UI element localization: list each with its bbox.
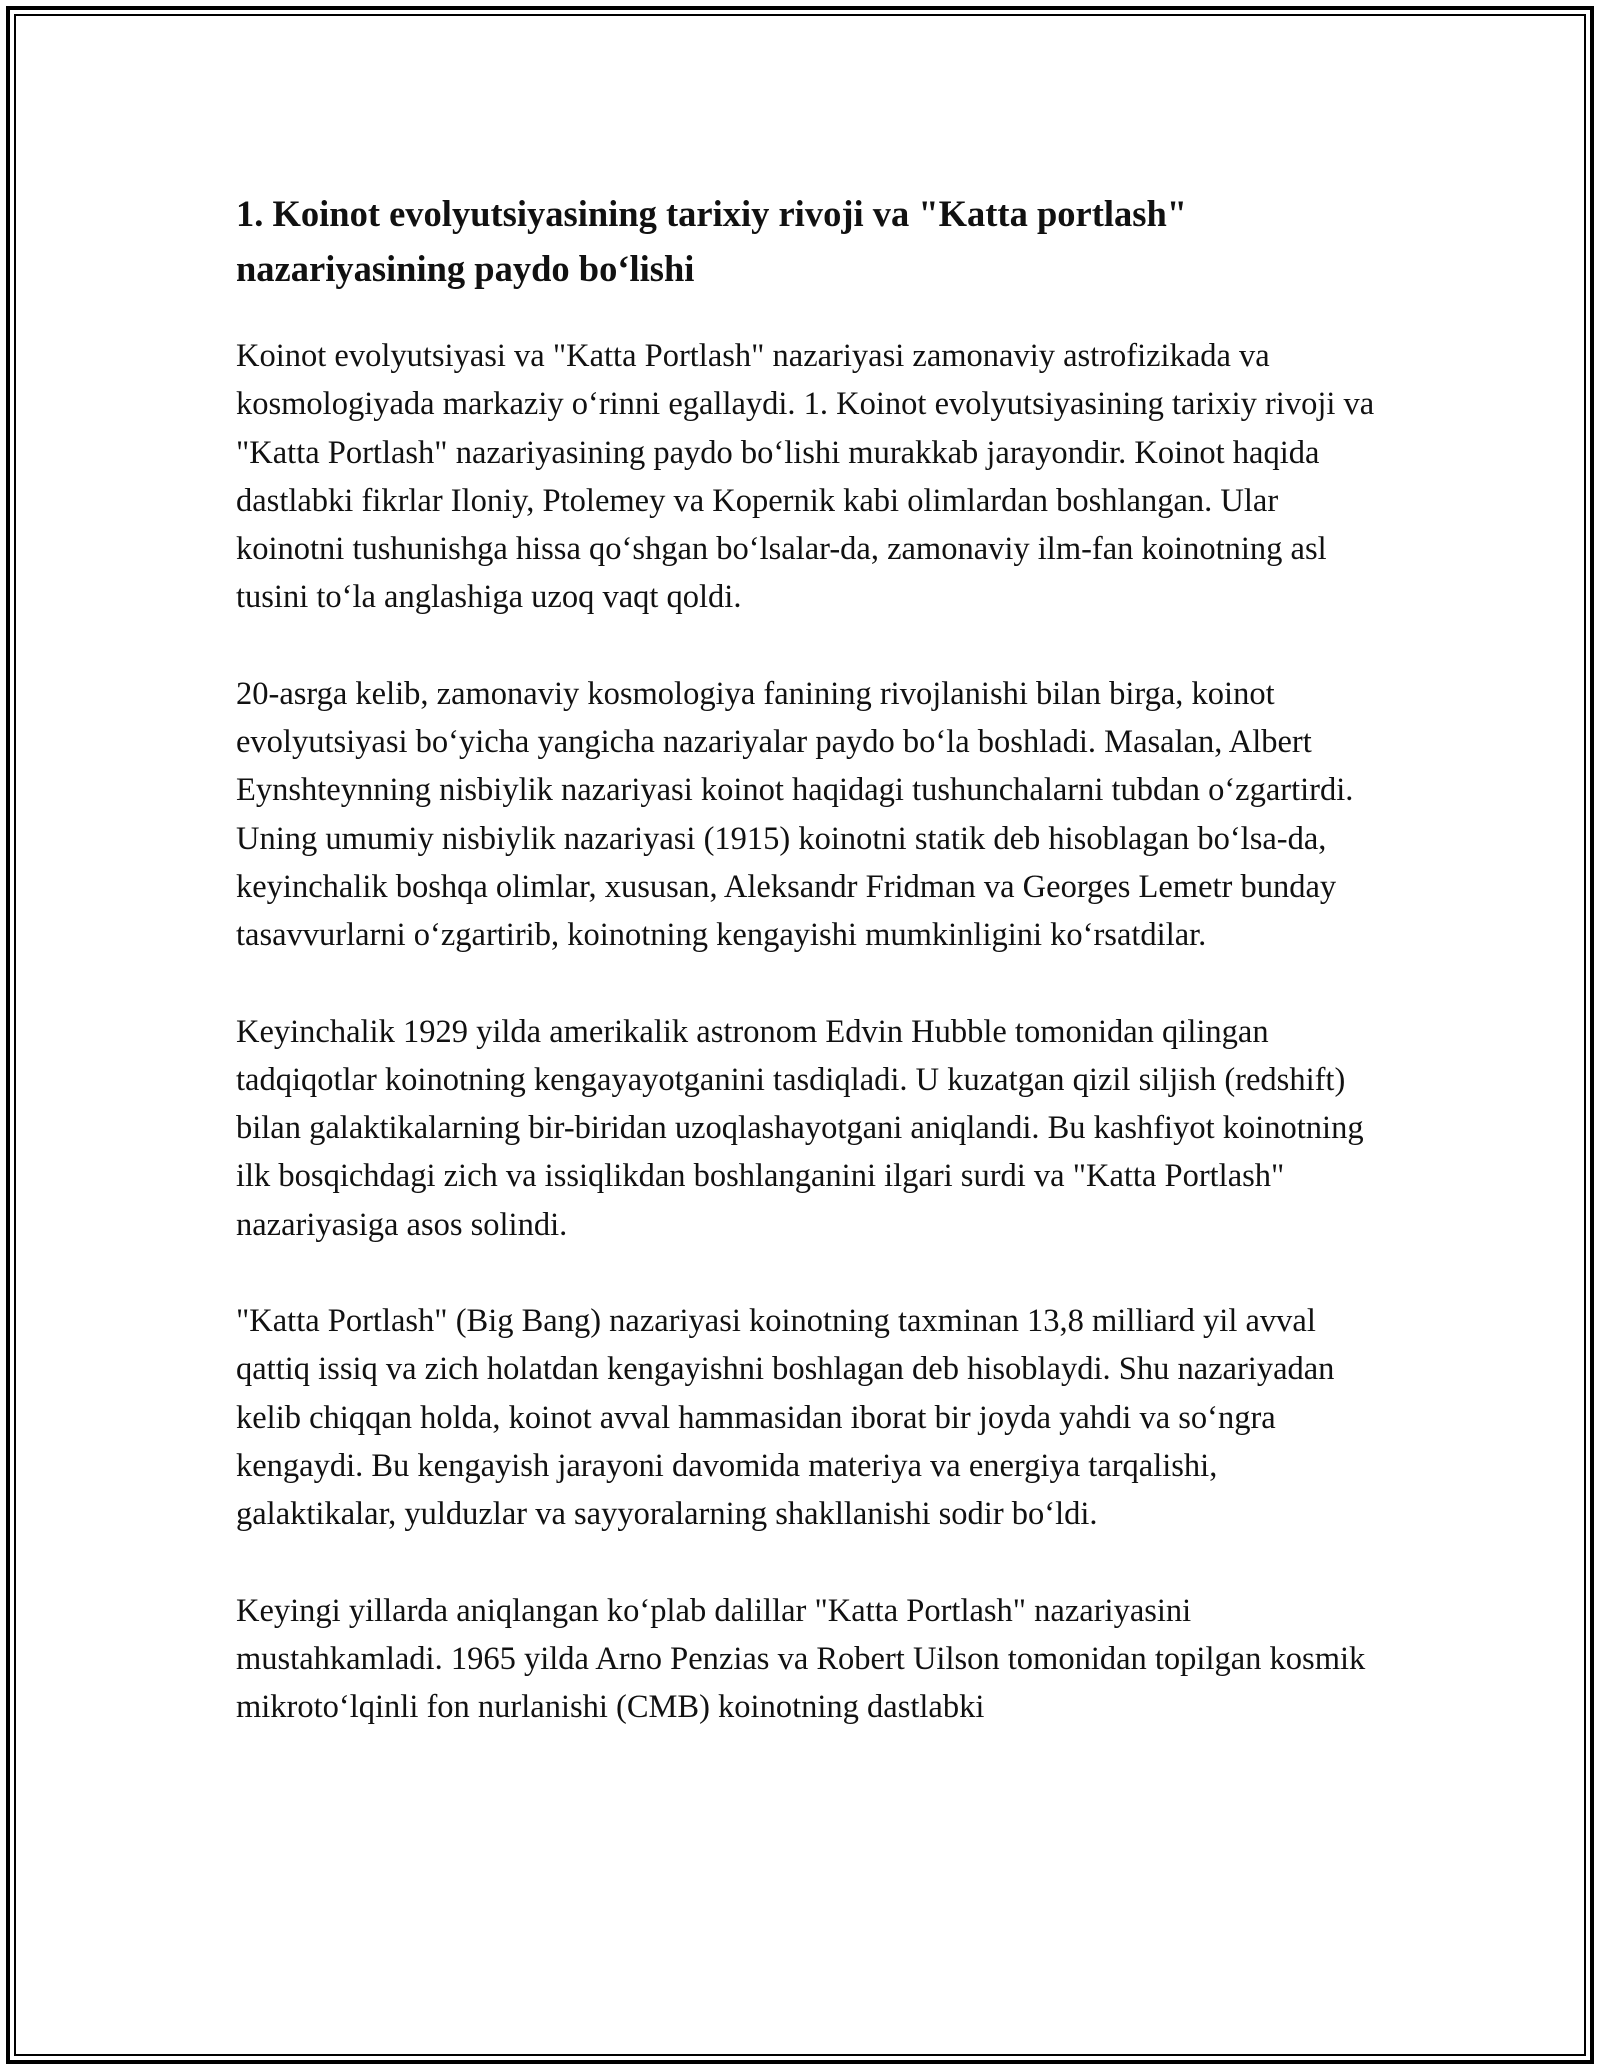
paragraph-evidence: Keyingi yillarda aniqlangan ko‘plab dalillar "Katta Portlash" nazariyasini mustahkamladi. 1965 yilda Arno Penzias va Robert Uilson tomonidan topilgan kosmik mikroto‘lqinli fon nurlanishi (CMB) koinotning dastlabki [236,1592,1366,1726]
paragraph-intro: Koinot evolyutsiyasi va "Katta Portlash" nazariyasi zamonaviy astrofizikada va kosmologiyada markaziy o‘rinni egallaydi. 1. Koinot evolyutsiyasining tarixiy rivoji va "Katta Portlash" nazariyasining paydo bo‘lishi murakkab jarayondir. Koinot haqida dastlabki fikrlar Iloniy, Ptolemey va Kopernik kabi olimlardan boshlangan. Ular koinotni tushunishga hissa qo‘shgan bo‘lsalar-da, zamonaviy ilm-fan koinotning asl tusini to‘la anglashiga uzoq vaqt qoldi. [236,338,1375,616]
paragraph-20th-century: 20-asrga kelib, zamonaviy kosmologiya fanining rivojlanishi bilan birga, koinot evolyutsiyasi bo‘yicha yangicha nazariyalar paydo bo‘la boshladi. Masalan, Albert Eynshteynning nisbiylik nazariyasi koinot haqidagi tushunchalarni tubdan o‘zgartirdi. Uning umumiy nisbiylik nazariyasi (1915) koinotni statik deb hisoblagan bo‘lsa-da, keyinchalik boshqa olimlar, xususan, Aleksandr Fridman va Georges Lemetr bunday tasavvurlarni o‘zgartirib, koinotning kengayishi mumkinligini ko‘rsatdilar. [236,675,1354,954]
paragraph-big-bang: "Katta Portlash" (Big Bang) nazariyasi koinotning taxminan 13,8 milliard yil avval qattiq issiq va zich holatdan kengayishni boshlagan deb hisoblaydi. Shu nazariyadan kelib chiqqan holda, koinot avval hammasidan iborat bir joyda yahdi va so‘ngra kengaydi. Bu kengayish jarayoni davomida materiya va energiya tarqalishi, galaktikalar, yulduzlar va sayyoralarning shakllanishi sodir bo‘ldi. [236,1303,1335,1533]
document-body [236,186,1376,1779]
section-heading: 1. Koinot evolyutsiyasining tarixiy rivoji va "Katta portlash" nazariyasining paydo bo‘lishi [236,193,1188,289]
paragraph-hubble: Keyinchalik 1929 yilda amerikalik astronom Edvin Hubble tomonidan qilingan tadqiqotlar koinotning kengayayotganini tasdiqladi. U kuzatgan qizil siljish (redshift) bilan galaktikalarning bir-biridan uzoqlashayotgani aniqlandi. Bu kashfiyot koinotning ilk bosqichdagi zich va issiqlikdan boshlanganini ilgari surdi va "Katta Portlash" nazariyasiga asos solindi. [236,1013,1364,1243]
